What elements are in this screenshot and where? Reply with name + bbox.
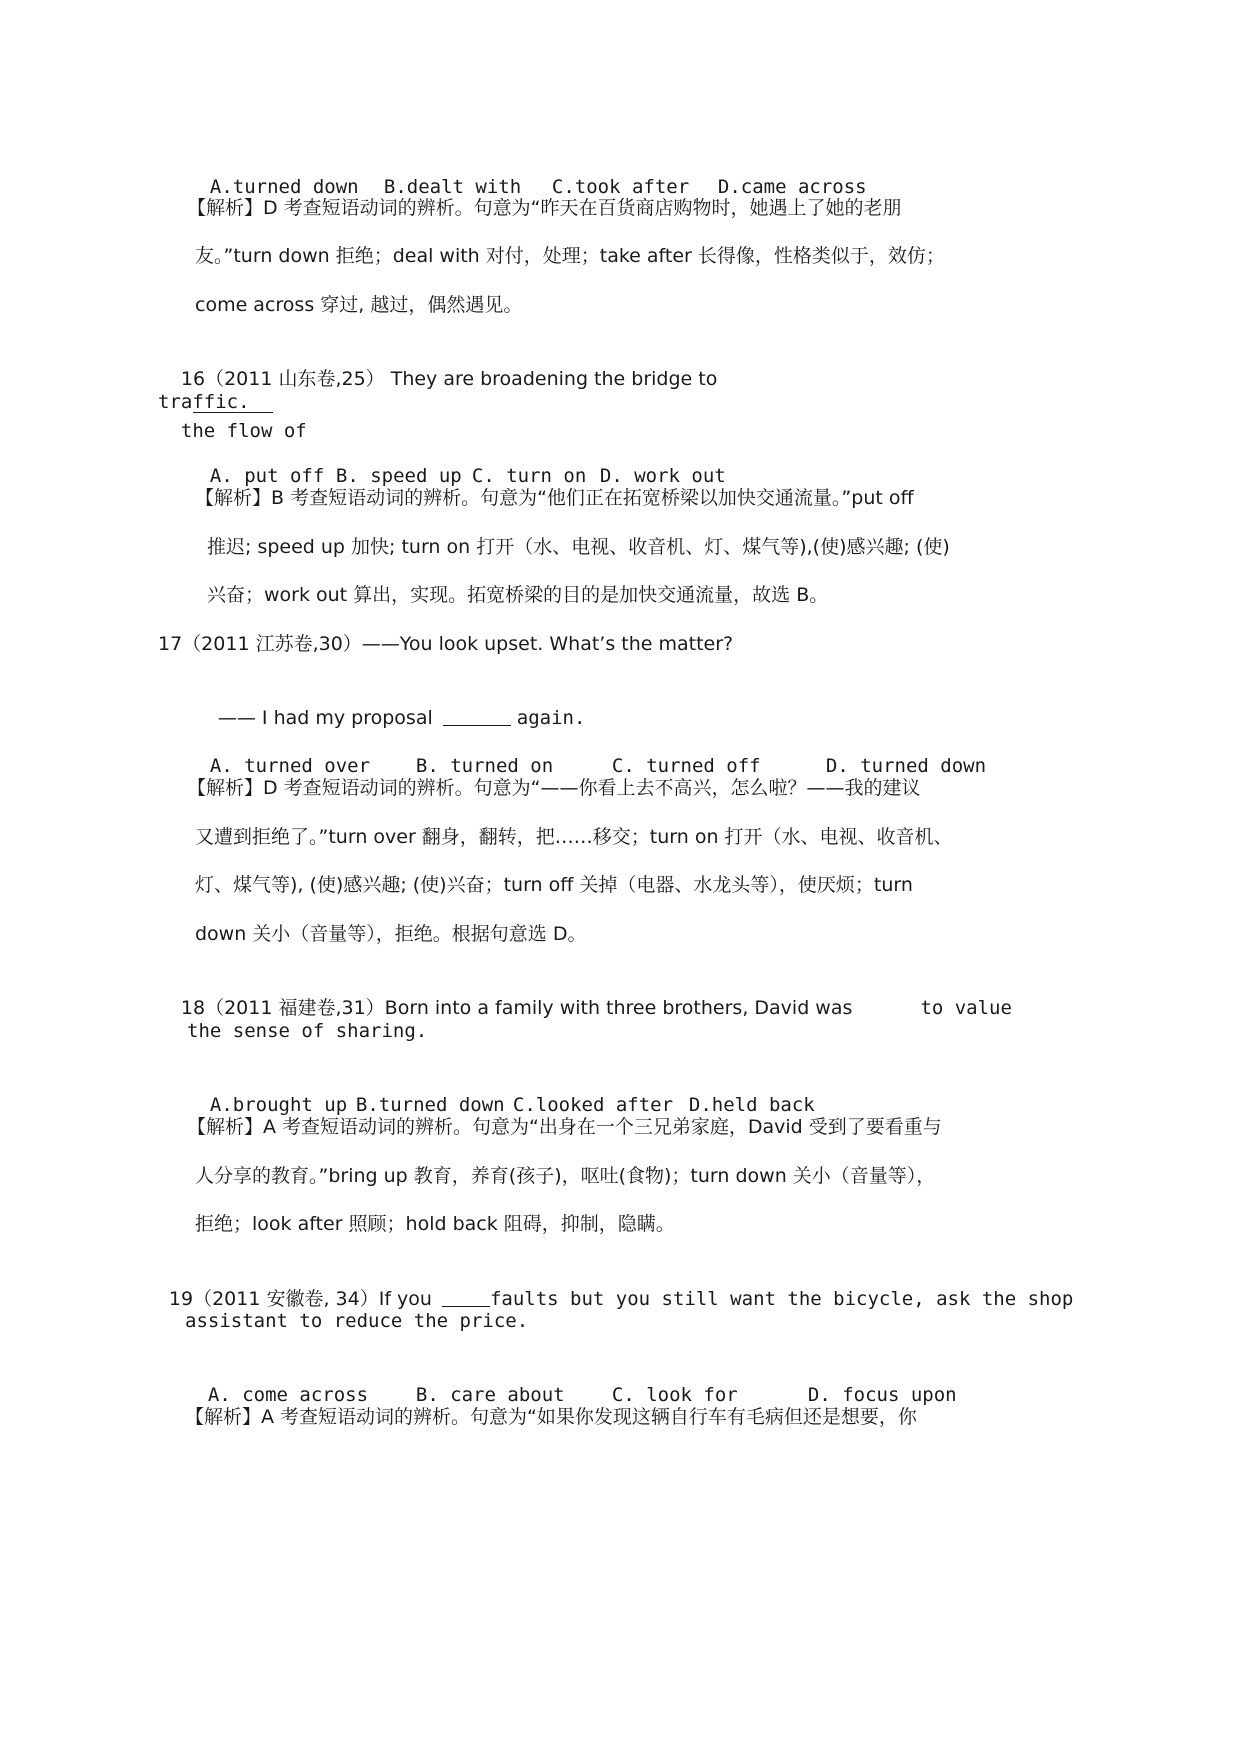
- q15-analysis-line-3: come across 穿过, 越过，偶然遇见。: [195, 294, 523, 316]
- q17-option-b: B. turned on: [415, 755, 554, 777]
- q16-option-b: B. speed up: [335, 465, 462, 487]
- q17-options: [187, 727, 986, 779]
- q18-option-b: B.turned down: [355, 1094, 505, 1116]
- q19-stem: [146, 1260, 1073, 1312]
- q19-option-c: C. look for: [611, 1384, 738, 1406]
- q18-option-d: D.held back: [688, 1094, 815, 1116]
- q16-analysis-line-2: 推迟; speed up 加快; turn on 打开（水、电视、收音机、灯、煤气等),(使)感兴趣; (使): [207, 536, 950, 558]
- q18-option-a: A.brought up: [209, 1094, 348, 1116]
- q15-option-d: D.came across: [717, 176, 867, 198]
- q16-stem: [158, 340, 948, 444]
- q19-answer-blank[interactable]: [442, 1288, 490, 1307]
- q15-option-c: C.took after: [551, 176, 690, 198]
- q19-option-a: A. come across: [207, 1384, 369, 1406]
- q16-option-c: C. turn on: [471, 465, 587, 487]
- q19-option-d: D. focus upon: [807, 1384, 957, 1406]
- q17-analysis-line-2: 又遭到拒绝了。”turn over 翻身，翻转，把……移交；turn on 打开（水、电视、收音机、: [195, 826, 953, 848]
- q15-analysis-line-1: 【解析】D 考查短语动词的辨析。句意为“昨天在百货商店购物时，她遇上了她的老朋: [187, 197, 902, 219]
- q19-stem-suffix: faults but you still want the bicycle, ask the shop: [489, 1288, 1074, 1310]
- q18-stem: [158, 969, 1012, 1021]
- q17-reply-prefix: —— I had my proposal: [217, 707, 433, 729]
- q18-stem-line-2: the sense of sharing.: [187, 1020, 428, 1042]
- q17-reply: [195, 679, 585, 731]
- q17-analysis-line-3: 灯、煤气等), (使)感兴趣; (使)兴奋；turn off 关掉（电器、水龙头等），使厌烦；turn: [195, 874, 913, 896]
- q19-analysis-line-1: 【解析】A 考查短语动词的辨析。句意为“如果你发现这辆自行车有毛病但还是想要，你: [185, 1406, 917, 1428]
- q16-stem-prefix: 16（2011 山东卷,25） They are broadening the bridge to: [180, 368, 718, 390]
- q18-stem-prefix: 18（2011 福建卷,31）Born into a family with three brothers, David was: [180, 997, 853, 1019]
- q18-analysis-line-2: 人分享的教育。”bring up 教育，养育(孩子)，呕吐(食物)；turn down 关小（音量等），: [195, 1165, 936, 1187]
- q17-option-d: D. turned down: [825, 755, 987, 777]
- q16-analysis-line-3: 兴奋；work out 算出，实现。拓宽桥梁的目的是加快交通流量，故选 B。: [207, 584, 829, 606]
- q17-analysis-line-1: 【解析】D 考查短语动词的辨析。句意为“——你看上去不高兴，怎么啦？——我的建议: [187, 777, 921, 799]
- q16-stem-line-2: traffic.: [158, 391, 250, 413]
- q19-options: [185, 1356, 957, 1408]
- q17-stem: 17（2011 江苏卷,30）——You look upset. What’s the matter?: [158, 633, 734, 655]
- q18-options: [187, 1066, 815, 1118]
- q17-option-a: A. turned over: [209, 755, 371, 777]
- q16-analysis-line-1: 【解析】B 考查短语动词的辨析。句意为“他们正在拓宽桥梁以加快交通流量。”put off: [195, 487, 914, 509]
- q16-option-a: A. put off: [209, 465, 325, 487]
- q15-options: [187, 148, 867, 200]
- q16-options: [187, 437, 726, 489]
- q17-reply-suffix: again.: [516, 707, 586, 729]
- q15-option-b: B.dealt with: [383, 176, 522, 198]
- q18-analysis-line-1: 【解析】A 考查短语动词的辨析。句意为“出身在一个三兄弟家庭，David 受到了要看重与: [187, 1116, 942, 1138]
- q18-stem-suffix: to value: [920, 997, 1012, 1019]
- q17-analysis-line-4: down 关小（音量等），拒绝。根据句意选 D。: [195, 923, 587, 945]
- q15-option-a: A.turned down: [209, 176, 359, 198]
- q19-stem-prefix: 19（2011 安徽卷, 34）If you: [168, 1288, 432, 1310]
- q19-option-b: B. care about: [415, 1384, 565, 1406]
- q16-stem-suffix: the flow of: [180, 420, 307, 442]
- q15-analysis-line-2: 友。”turn down 拒绝；deal with 对付，处理；take after 长得像，性格类似于，效仿；: [195, 245, 945, 267]
- q19-stem-line-2: assistant to reduce the price.: [185, 1310, 529, 1332]
- q18-option-c: C.looked after: [512, 1094, 674, 1116]
- q18-analysis-line-3: 拒绝；look after 照顾；hold back 阻碍，抑制，隐瞒。: [195, 1213, 675, 1235]
- q17-answer-blank[interactable]: [443, 707, 511, 726]
- q17-option-c: C. turned off: [611, 755, 761, 777]
- q16-option-d: D. work out: [599, 465, 726, 487]
